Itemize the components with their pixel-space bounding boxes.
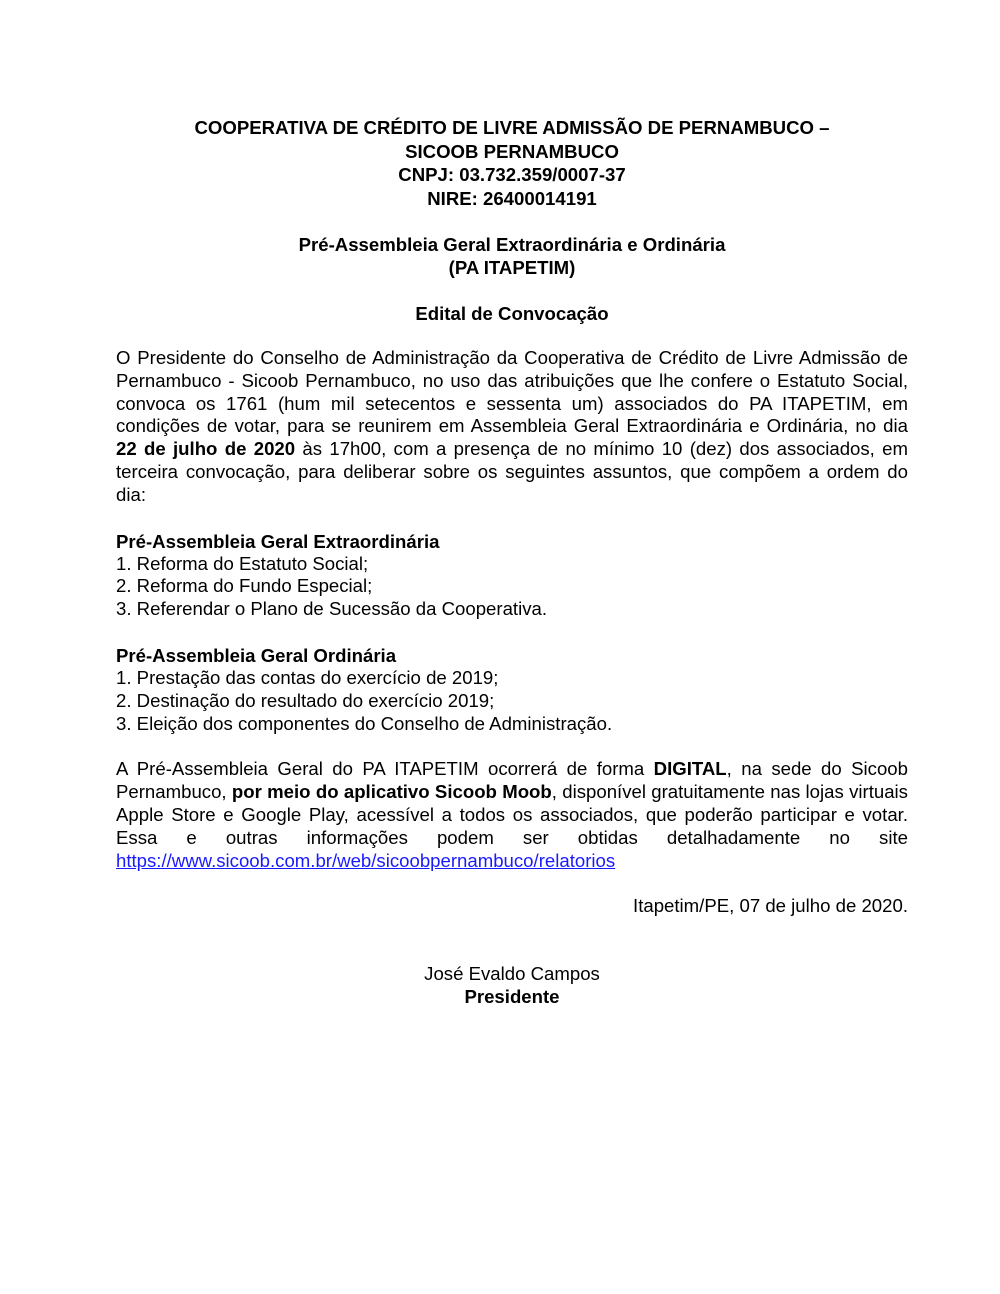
date-line: Itapetim/PE, 07 de julho de 2020. <box>633 895 908 917</box>
intro-text-2: às 17h00, com a presença de no mínimo 10 (dez) dos associados, em terceira convocação, para deliberar sobre os seguintes assuntos, que compõem a ordem do dia: <box>116 438 908 505</box>
cnpj: CNPJ: 03.732.359/0007-37 <box>398 164 626 185</box>
agenda-item: 1. Prestação das contas do exercício de 2019; <box>116 666 499 688</box>
reports-link[interactable]: https://www.sicoob.com.br/web/sicoobpernambuco/relatorios <box>116 849 616 871</box>
ordinaria-title: Pré-Assembleia Geral Ordinária <box>116 644 397 666</box>
signatory-role: Presidente <box>464 986 560 1008</box>
ordinaria-section <box>116 644 908 735</box>
agenda-item: 2. Destinação do resultado do exercício 2019; <box>116 689 495 711</box>
assembly-location: (PA ITAPETIM) <box>448 257 576 278</box>
extraordinaria-title: Pré-Assembleia Geral Extraordinária <box>116 530 440 552</box>
digital-paragraph <box>116 758 908 872</box>
extraordinaria-section <box>116 530 908 621</box>
digital-text-2: , na sede do Sicoob Pernambuco, <box>116 758 908 803</box>
digital-emphasis: DIGITAL <box>653 758 727 780</box>
document-page <box>116 116 908 1008</box>
intro-text-1: O Presidente do Conselho de Administração da Cooperativa de Crédito de Livre Admissão de Pernambuco - Sicoob Pernambuco, no uso das atribuições que lhe confere o Estatuto Social, convoca os 1761 (hum mil setecentos e sessenta um) associados do PA ITAPETIM, em condições de votar, para se reunirem em Assembleia Geral Extraordinária e Ordinária, no dia <box>116 347 908 437</box>
signature-block <box>116 962 908 1008</box>
assembly-title: Pré-Assembleia Geral Extraordinária e Ordinária <box>298 234 726 255</box>
org-name-line1: COOPERATIVA DE CRÉDITO DE LIVRE ADMISSÃO DE PERNAMBUCO – <box>194 117 830 138</box>
digital-text-3: , disponível gratuitamente nas lojas virtuais Apple Store e Google Play, acessível a todos os associados, que poderão participar e votar. Essa e outras informações podem ser obtidas detalhadamente no site <box>116 781 908 848</box>
signatory-name: José Evaldo Campos <box>424 963 600 985</box>
meeting-date: 22 de julho de 2020 <box>116 438 296 460</box>
digital-text-1: A Pré-Assembleia Geral do PA ITAPETIM ocorrerá de forma <box>116 758 654 780</box>
org-name-line2: SICOOB PERNAMBUCO <box>405 140 619 162</box>
agenda-item: 3. Referendar o Plano de Sucessão da Cooperativa. <box>116 598 548 620</box>
assembly-subtitle <box>116 233 908 279</box>
organization-header <box>116 116 908 210</box>
app-emphasis: por meio do aplicativo Sicoob Moob <box>231 781 552 803</box>
agenda-item: 1. Reforma do Estatuto Social; <box>116 552 369 574</box>
intro-paragraph <box>116 347 908 507</box>
agenda-item: 2. Reforma do Fundo Especial; <box>116 575 373 597</box>
agenda-item: 3. Eleição dos componentes do Conselho de Administração. <box>116 712 613 734</box>
edital-title: Edital de Convocação <box>415 303 609 324</box>
nire: NIRE: 26400014191 <box>427 187 597 209</box>
